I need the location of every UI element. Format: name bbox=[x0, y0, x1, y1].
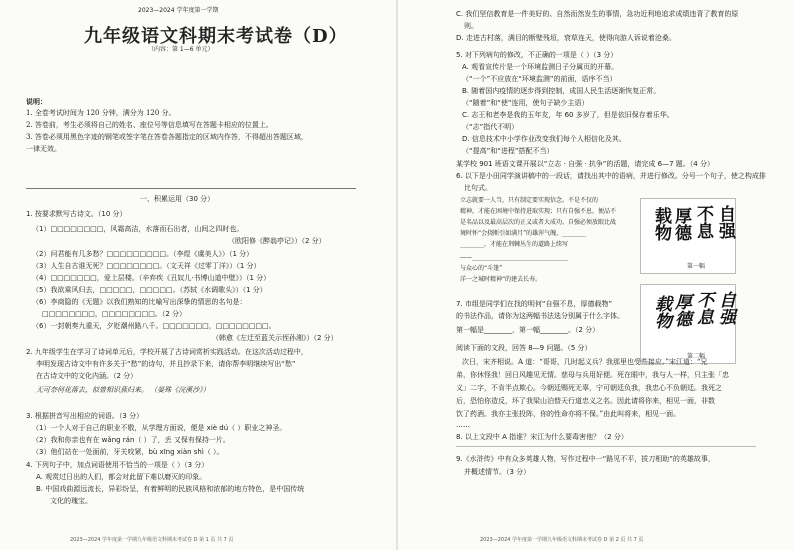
passage-line: 后，恐怕你造反，坏了我梁山泊替天行道忠义之名。因此请将你来，相见一面，非数 bbox=[456, 397, 715, 405]
quote-line: 洋一之城时精神“的建去长寿。 bbox=[460, 276, 542, 283]
note-line: 2. 答卷前，考生必须将自己的姓名、座位号等信息填写在答题卡相应的位置上。 bbox=[26, 121, 273, 129]
question-3: 3. 根据拼音写出相应的词语。（3 分） bbox=[26, 412, 144, 420]
exam-title: 九年级语文科期末考试卷（D） bbox=[84, 26, 348, 47]
question-7: 7. 市组是同学们在找的明何“自强不息，厚德载物” bbox=[456, 300, 613, 308]
question-line: （4）□□□□□□□，爱上层楼。（辛弃疾《丑奴儿·书博山道中壁》）（1 分） bbox=[32, 274, 271, 282]
question-line: □□□□□□□□，□□□□□□□□。（2 分） bbox=[42, 310, 186, 318]
calligraphy-text: 载物 bbox=[651, 295, 671, 329]
question-line: 李明发现古诗文中有许多关于“愁”的诗句，并且抄录下来，请你帮李明继续写出“愁” bbox=[36, 360, 296, 368]
question-8: 8. 以上文段中 A 指谁？宋江为什么要毒害他？（2 分） bbox=[456, 433, 628, 441]
option-line: 则。 bbox=[464, 22, 478, 30]
option-line: （“一个”不应放在“环境监测”的前面，语序不当） bbox=[462, 75, 617, 83]
calligraphy-text: 自强 bbox=[715, 291, 735, 325]
option-line: （“随着”和“使”连用，使句子缺少主语） bbox=[462, 99, 589, 107]
question-1: 1. 按要求默写古诗文。（10 分） bbox=[26, 210, 127, 218]
question-line: （2）我和你亲也有在 wǎng rán（ ）了，丢 又保有保持一片。 bbox=[32, 436, 230, 444]
question-line: 的书法作品，请你为这两幅书法选分别属于什么字体。 bbox=[456, 312, 624, 320]
exam-page-right bbox=[398, 0, 794, 550]
calligraphy-text: 不息 bbox=[693, 291, 713, 325]
note-line: 1. 全卷考试时间为 120 分钟，满分为 120 分。 bbox=[26, 109, 176, 117]
question-2: 2. 九年级学生在学习了诗词单元后，学校开展了古诗词赏析实践活动。在这次活动过程中， bbox=[26, 348, 308, 356]
option-line: A. 观看宣传片是一个环境监测日子分属页的开幕。 bbox=[462, 63, 619, 71]
option-line: D. 信息技术中小学作业改变我们每个人相信化及其。 bbox=[462, 135, 626, 143]
answer-blank-line: 第一幅是________，第一幅________。（2 分） bbox=[456, 326, 600, 334]
question-line: （欧阳修《醉翁亭记》）（2 分） bbox=[228, 237, 326, 245]
passage-line: 弟，你休怪我！回日风趣见无情。慈母与兵用好便。死在眼中，我与人一样，只主张「忠 bbox=[456, 371, 729, 379]
question-6: 6. 以下是小田同学演讲稿中的一段话，请找出其中的语病，并进行修改。分号一个句子，使之构成排 bbox=[456, 172, 766, 180]
quote-line: ——________________________________ bbox=[460, 254, 568, 261]
note-heading: 说明： bbox=[26, 98, 47, 106]
quote-line: 与众心的“斗篷” bbox=[460, 265, 503, 272]
section-divider bbox=[26, 188, 356, 189]
section-heading: 一、积累运用（30 分） bbox=[140, 195, 215, 203]
note-line: 3. 答卷必须用黑色字迹的钢笔或签字笔在答卷各题指定的区域内作答，不得超出答题区域， bbox=[26, 133, 308, 141]
answer-line bbox=[456, 446, 756, 447]
school-year: 2023—2024 学年度第一学期 bbox=[138, 7, 219, 14]
passage-line: 饮了药酒。我亦主张投阵，你的性命亦将不保。”由此叫将来，相见一面。 bbox=[456, 410, 681, 418]
question-line: （1）一个人对于自己的职业不敬，从学理方面说，便是 xiè dú（ ）职业之神圣。 bbox=[32, 424, 287, 432]
exam-scope: （内容：第 1—6 单元） bbox=[148, 46, 214, 53]
option-line: B. 随着国内疫情的逐步得到控制，成国人民生活逐渐恢复正常。 bbox=[462, 87, 661, 95]
question-9: 9.《水浒传》中有众多英雄人物，写作过程中一“路见不平，拔刀相助”的英雄故事， bbox=[456, 455, 715, 463]
question-line: （6）李商隐的《无题》以我们熟知的比喻写出深挚的情思的名句是： bbox=[32, 298, 247, 306]
calligraphy-text: 载物 bbox=[651, 207, 671, 241]
question-line: 比句式。 bbox=[464, 184, 492, 192]
passage-line: 义」二字，不肯半点欺心。今朝廷赐死无辜，宁可朝廷负我，我忠心不负朝廷。我死之 bbox=[456, 384, 722, 392]
option-line: （“提高”和“进程”搭配不当） bbox=[462, 147, 554, 155]
question-line: （3）人生自古谁无死？□□□□□□□□。（文天祥《过零丁洋》）（1 分） bbox=[32, 262, 261, 270]
passage-line: …… bbox=[456, 421, 470, 429]
option-line: B. 中国戏曲源远流长，异彩纷呈，有着鲜明的民族风格和浓郁的地方特色，是中国传统 bbox=[36, 485, 305, 493]
reading-heading: 阅读下面的文段，回答 8—9 问题。（5 分） bbox=[456, 344, 592, 352]
quote-line: 境时怀“会挠断引如满月”的雄浑气魄，________ bbox=[460, 230, 587, 237]
question-4: 4. 下列句子中，加点词语使用不恰当的一项是（ ）（3 分） bbox=[26, 461, 209, 469]
question-line: （韩愈《左迁至蓝关示侄孙湘》）（2 分） bbox=[212, 334, 338, 342]
question-line: （1）□□□□□□□□，风霜高洁，水落而石出者，山间之四时也。 bbox=[32, 225, 244, 233]
page-footer: 2023—2024 学年度第一学期九年级语文科期末考试卷 D 第 1 页 共 7 页 bbox=[70, 537, 234, 543]
calligraphy-text: 厚德 bbox=[671, 207, 691, 241]
question-line: （2）问君能有几多愁？□□□□□□□□□。（李煜《虞美人》）（1 分） bbox=[32, 250, 254, 258]
option-line: C. 志王和老李是我的玉年友，年 60 多岁了，但是依旧保存着乐华。 bbox=[462, 111, 674, 119]
quote-line: 精神，才能在困境中保持进取实现；只有自强不息，便品不 bbox=[460, 208, 617, 215]
question-line: （5）我欲乘风归去，□□□□□，□□□□□。（苏轼《水调歌头》）（1 分） bbox=[32, 286, 267, 294]
passage-line: 次日，宋齐相说。A 道：“哥哥，几时起义兵？我那里也受些接应。”宋江道：“兄 bbox=[462, 358, 708, 366]
calligraphy-sample-2 bbox=[640, 284, 736, 364]
question-line: 在古诗文中的文化内涵。（2 分） bbox=[36, 372, 138, 380]
note-line: 一律无效。 bbox=[26, 145, 61, 153]
question-line: 并概述情节。（3 分） bbox=[464, 468, 531, 476]
quote-line: ________，才能在荆棘丛生的道路上续写 bbox=[460, 241, 569, 248]
calligraphy-sample-1 bbox=[640, 198, 736, 274]
calligraphy-text: 厚德 bbox=[671, 293, 691, 327]
page-footer: 2023—2024 学年度第一学期九年级语文科期末考试卷 D 第 2 页 共 7 页 bbox=[480, 537, 644, 543]
calligraphy-text: 不息 bbox=[693, 205, 713, 239]
question-5: 5. 对下列病句的修改，不正确的一项是（ ）（3 分） bbox=[456, 51, 618, 59]
handwritten-answer: 无可奈何花落去，似曾相识燕归来。 （晏殊《浣溪沙》） bbox=[36, 386, 210, 394]
calligraphy-text: 自强 bbox=[715, 205, 735, 239]
option-line: （“志”指代不明） bbox=[462, 123, 519, 131]
calligraphy-caption: 第二幅 bbox=[687, 353, 706, 360]
quote-line: 立志就要一人当，只有制定要实现信念。不是不仅的 bbox=[460, 197, 599, 204]
option-line: A. 观赏过日出的人们，都会对此留下难以磨灭的印象。 bbox=[36, 473, 207, 481]
question-group-intro: 某学校 901 班语文课开展以“立志 · 自强 · 抗争”的活题，请完成 6—7 题。（4 分） bbox=[456, 160, 714, 168]
exam-page-left bbox=[0, 0, 396, 550]
question-line: （3）他们站在一处面前，牙关咬紧，bù xīng xiàn shì（ ）。 bbox=[32, 448, 224, 456]
option-line: D. 走进古村落，满目的断壁残垣，衰草连天，使得向游人诉说着沧桑。 bbox=[456, 34, 676, 42]
option-line: 文化的瑰宝。 bbox=[50, 497, 92, 505]
question-line: （6）一封朝奏九重天，夕贬潮州路八千。□□□□□□□，□□□□□□□□。 bbox=[32, 322, 276, 330]
quote-line: 是名品以及最高层次的正义或者大成功。自强必须放眼比战 bbox=[460, 219, 617, 226]
option-line: C. 我们坚信教育是一件美好的、自然而然发生的事情，急功近利地追求成绩违背了教育的原 bbox=[456, 10, 739, 18]
calligraphy-caption: 第一幅 bbox=[687, 263, 706, 270]
